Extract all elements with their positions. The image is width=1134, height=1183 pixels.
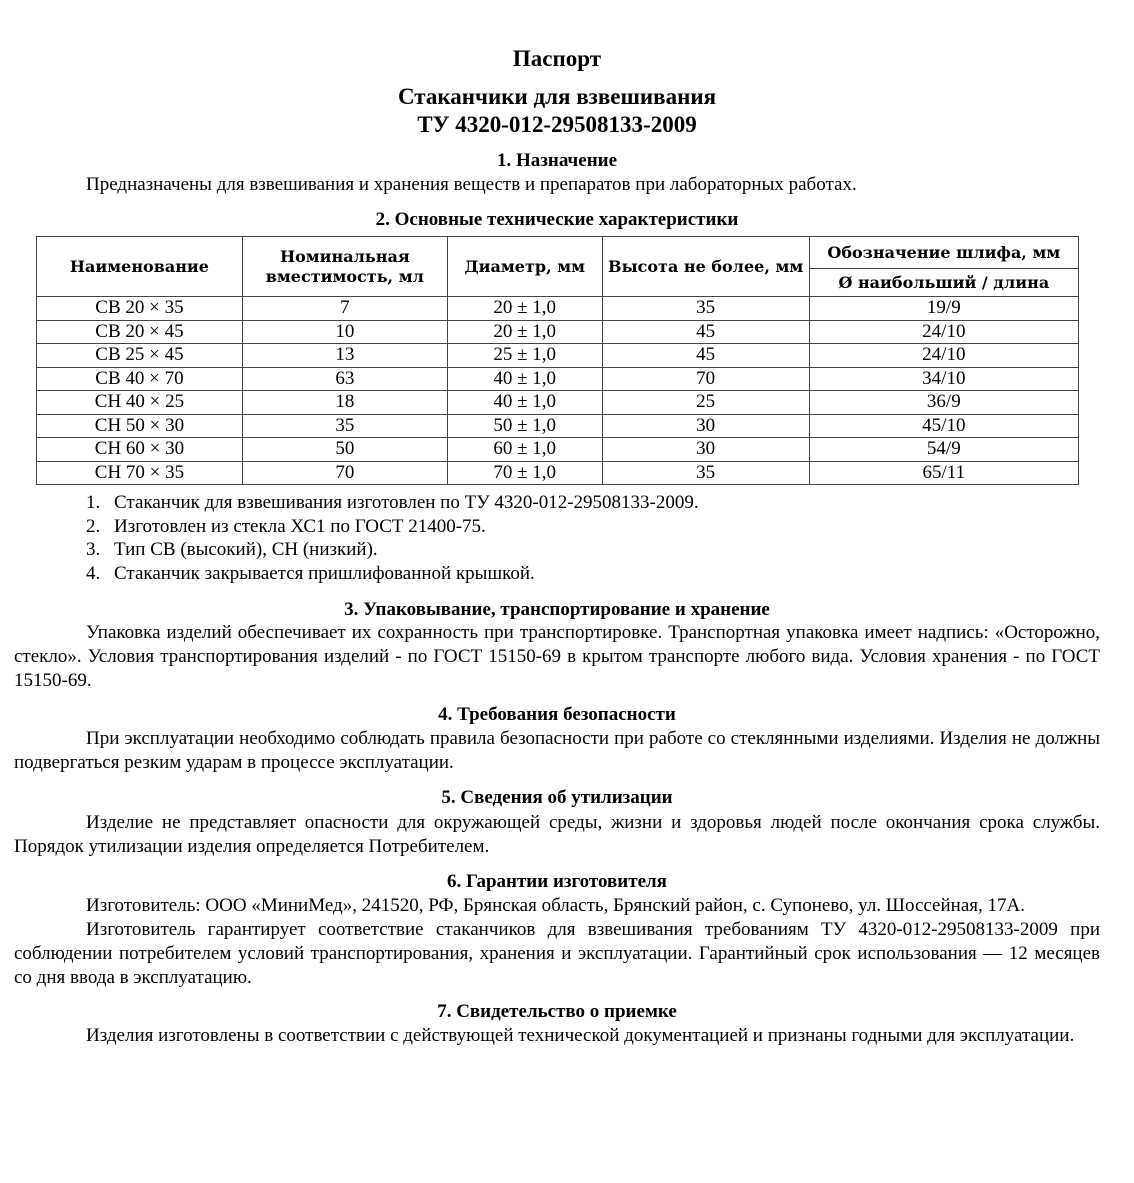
note-item	[86, 562, 699, 586]
header-capacity	[242, 237, 447, 297]
note-number: 4.	[86, 562, 101, 584]
cell-capacity: 35	[242, 414, 447, 438]
header-capacity-line1: Номинальная	[279, 246, 410, 266]
section-warranty-text: Изготовитель гарантирует соответствие стаканчиков для взвешивания требованиям ТУ 4320-012-29508133-2009 при соблюдении потребителем условий транспортирования, хранения и эксплуатации. Гарантийный срок использования — 12 месяцев со дня ввода в эксплуатацию.	[14, 919, 1100, 988]
cell-capacity: 63	[242, 367, 447, 391]
table-row	[37, 297, 1079, 321]
header-joint-sub: Ø наибольший / длина	[809, 269, 1078, 297]
cell-height: 45	[602, 320, 809, 344]
section-safety-text: При эксплуатации необходимо соблюдать правила безопасности при работе со стеклянными изделиями. Изделия не должны подвергаться резким ударам в процессе эксплуатации.	[14, 728, 1100, 773]
cell-joint: 24/10	[809, 320, 1078, 344]
notes-list	[86, 491, 699, 585]
table-row	[37, 438, 1079, 462]
spec-code: ТУ 4320-012-29508133-2009	[417, 112, 697, 137]
header-name: Наименование	[37, 237, 243, 297]
table-row	[37, 414, 1079, 438]
note-number: 3.	[86, 539, 101, 560]
note-text: Тип СВ (высокий), СН (низкий).	[114, 539, 378, 560]
section-acceptance-text: Изделия изготовлены в соответствии с действующей технической документацией и признаны годными для эксплуатации.	[86, 1025, 1075, 1046]
header-height: Высота не более, мм	[602, 237, 809, 297]
note-number: 2.	[86, 515, 101, 537]
section-heading-packaging: 3. Упаковывание, транспортирование и хранение	[344, 599, 770, 620]
cell-height: 45	[602, 344, 809, 368]
cell-capacity: 50	[242, 438, 447, 462]
cell-diameter: 20 ± 1,0	[447, 320, 602, 344]
cell-joint: 54/9	[809, 438, 1078, 462]
cell-diameter: 50 ± 1,0	[447, 414, 602, 438]
cell-name: СВ 25 × 45	[37, 344, 243, 368]
note-text: Изготовлен из стекла ХС1 по ГОСТ 21400-75.	[114, 515, 486, 537]
section-heading-disposal: 5. Сведения об утилизации	[441, 787, 673, 808]
table-row	[37, 391, 1079, 415]
section-disposal-text: Изделие не представляет опасности для окружающей среды, жизни и здоровья людей после окончания срока службы. Порядок утилизации изделия определяется Потребителем.	[14, 812, 1100, 857]
cell-name: СН 50 × 30	[37, 414, 243, 438]
product-name: Стаканчики для взвешивания	[397, 84, 717, 109]
header-diameter: Диаметр, мм	[447, 237, 602, 297]
spec-table	[36, 236, 1079, 485]
note-text: Стаканчик закрывается пришлифованной крышкой.	[114, 562, 535, 584]
cell-joint: 45/10	[809, 414, 1078, 438]
table-row	[37, 320, 1079, 344]
cell-height: 25	[602, 391, 809, 415]
note-number: 1.	[86, 492, 101, 513]
cell-height: 70	[602, 367, 809, 391]
cell-capacity: 10	[242, 320, 447, 344]
cell-diameter: 60 ± 1,0	[447, 438, 602, 462]
cell-name: СВ 20 × 45	[37, 320, 243, 344]
cell-diameter: 20 ± 1,0	[447, 297, 602, 321]
section-heading-purpose: 1. Назначение	[496, 150, 618, 171]
note-item	[86, 538, 699, 562]
cell-joint: 19/9	[809, 297, 1078, 321]
header-joint: Обозначение шлифа, мм	[809, 237, 1078, 269]
cell-height: 35	[602, 297, 809, 321]
cell-name: СН 70 × 35	[37, 461, 243, 485]
cell-capacity: 70	[242, 461, 447, 485]
cell-diameter: 40 ± 1,0	[447, 367, 602, 391]
section-warranty-manufacturer: Изготовитель: ООО «МиниМед», 241520, РФ, Брянская область, Брянский район, с. Супонево, ул. Шоссейная, 17А.	[86, 895, 1025, 916]
cell-capacity: 13	[242, 344, 447, 368]
section-heading-warranty: 6. Гарантии изготовителя	[447, 871, 667, 892]
table-row	[37, 367, 1079, 391]
section-heading-specs: 2. Основные технические характеристики	[375, 209, 739, 230]
header-capacity-line2: вместимость, мл	[265, 266, 424, 286]
section-heading-acceptance: 7. Свидетельство о приемке	[437, 1001, 677, 1022]
cell-joint: 36/9	[809, 391, 1078, 415]
section-purpose-text: Предназначены для взвешивания и хранения веществ и препаратов при лабораторных работах.	[86, 174, 857, 195]
cell-diameter: 40 ± 1,0	[447, 391, 602, 415]
cell-joint: 65/11	[809, 461, 1078, 485]
cell-height: 35	[602, 461, 809, 485]
cell-name: СВ 40 × 70	[37, 367, 243, 391]
cell-diameter: 25 ± 1,0	[447, 344, 602, 368]
cell-diameter: 70 ± 1,0	[447, 461, 602, 485]
cell-height: 30	[602, 438, 809, 462]
cell-name: СН 60 × 30	[37, 438, 243, 462]
table-row	[37, 344, 1079, 368]
note-item	[86, 491, 699, 515]
note-text: Стаканчик для взвешивания изготовлен по ТУ 4320-012-29508133-2009.	[114, 492, 699, 513]
section-heading-safety: 4. Требования безопасности	[438, 704, 676, 725]
cell-capacity: 7	[242, 297, 447, 321]
cell-capacity: 18	[242, 391, 447, 415]
note-item	[86, 515, 699, 539]
cell-joint: 24/10	[809, 344, 1078, 368]
cell-height: 30	[602, 414, 809, 438]
table-row	[37, 461, 1079, 485]
cell-name: СВ 20 × 35	[37, 297, 243, 321]
cell-name: СН 40 × 25	[37, 391, 243, 415]
document-title: Паспорт	[512, 46, 602, 71]
section-packaging-text: Упаковка изделий обеспечивает их сохранность при транспортировке. Транспортная упаковка имеет надпись: «Осторожно, стекло». Условия транспортирования изделий - по ГОСТ 15150-69 в крытом транспорте любого вида. Условия хранения - по ГОСТ 15150-69.	[14, 622, 1100, 691]
cell-joint: 34/10	[809, 367, 1078, 391]
